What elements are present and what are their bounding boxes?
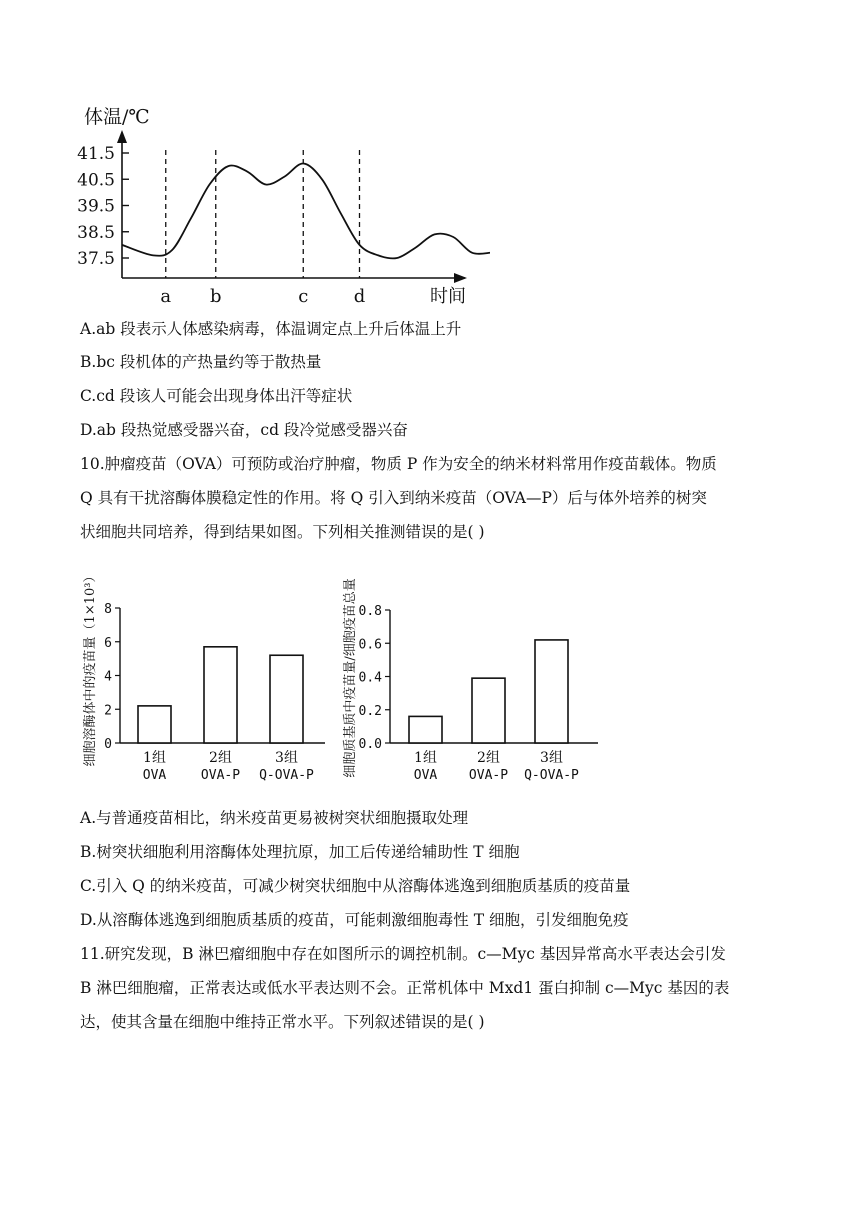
- q10-option-a: A.与普通疫苗相比，纳米疫苗更易被树突状细胞摄取处理: [80, 809, 469, 827]
- bar1-ytick-label: 4: [104, 669, 112, 685]
- bar2-ytick-label: 0.4: [358, 670, 382, 686]
- q9-option-b: B.bc 段机体的产热量约等于散热量: [80, 353, 322, 371]
- q9-option-d: D.ab 段热觉感受器兴奋，cd 段冷觉感受器兴奋: [80, 421, 408, 439]
- q10-stem-line-1: 10.肿瘤疫苗（OVA）可预防或治疗肿瘤，物质 P 作为安全的纳米材料常用作疫苗载体。物质: [80, 455, 717, 473]
- bar2-ytick-label: 0.8: [358, 604, 382, 619]
- bar2-category-group: 2组: [477, 750, 500, 766]
- temp-xlabel: 时间: [430, 286, 466, 307]
- bar1-ytick-label: 2: [104, 703, 112, 719]
- q10-option-b: B.树突状细胞利用溶酶体处理抗原，加工后传递给辅助性 T 细胞: [80, 843, 520, 861]
- bar2-category-name: Q-OVA-P: [524, 768, 579, 783]
- temp-y-arrow: [117, 130, 127, 143]
- bar2-bar-2: [472, 678, 505, 743]
- marker-label-a: a: [160, 286, 172, 307]
- temp-ytick-label: 40.5: [77, 170, 115, 191]
- bar2-ytick-label: 0.0: [358, 737, 382, 752]
- temp-ytick-label: 41.5: [77, 144, 115, 164]
- q11-stem-line-3: 达，使其含量在细胞中维持正常水平。下列叙述错误的是( ): [80, 1013, 485, 1031]
- temp-ytick-label: 39.5: [77, 196, 115, 217]
- cytosol-vaccine-ratio-bar-chart: [340, 550, 610, 790]
- bar2-category-group: 3组: [540, 750, 563, 766]
- marker-label-c: c: [298, 286, 309, 307]
- lysosome-vaccine-bar-chart: [80, 560, 340, 790]
- bar2-ylabel: 细胞质基质中疫苗量/细胞疫苗总量: [343, 578, 358, 778]
- temp-ytick-label: 38.5: [77, 222, 115, 243]
- marker-label-b: b: [209, 286, 222, 307]
- bar2-ytick-label: 0.6: [358, 637, 382, 653]
- q10-stem-line-3: 状细胞共同培养，得到结果如图。下列相关推测错误的是( ): [80, 523, 485, 541]
- bar1-category-name: OVA-P: [200, 768, 241, 783]
- bar1-category-group: 3组: [275, 750, 298, 766]
- bar1-category-name: OVA: [142, 768, 167, 783]
- temp-ytick-label: 37.5: [77, 249, 115, 269]
- bar1-ytick-label: 8: [104, 602, 112, 617]
- bar2-bar-1: [409, 716, 442, 743]
- bar2-ytick-label: 0.2: [358, 703, 382, 719]
- bar1-ytick-label: 0: [104, 737, 112, 752]
- q11-stem-line-1: 11.研究发现，B 淋巴瘤细胞中存在如图所示的调控机制。c—Myc 基因异常高水平表达会引发: [80, 945, 726, 963]
- q9-option-a: A.ab 段表示人体感染病毒，体温调定点上升后体温上升: [80, 320, 462, 338]
- temp-x-arrow: [454, 273, 467, 283]
- q10-option-c: C.引入 Q 的纳米疫苗，可减少树突状细胞中从溶酶体逃逸到细胞质基质的疫苗量: [80, 877, 631, 895]
- temperature-curve: [122, 163, 490, 258]
- marker-label-d: d: [353, 286, 366, 307]
- q11-stem-line-2: B 淋巴细胞瘤，正常表达或低水平表达则不会。正常机体中 Mxd1 蛋白抑制 c—Myc 基因的表: [80, 979, 730, 997]
- q10-option-d: D.从溶酶体逃逸到细胞质基质的疫苗，可能刺激细胞毒性 T 细胞，引发细胞免疫: [80, 911, 629, 929]
- bar1-ytick-label: 6: [104, 635, 112, 651]
- bar1-bar-3: [270, 655, 303, 743]
- bar2-bar-3: [535, 640, 568, 743]
- bar2-category-name: OVA: [413, 768, 438, 783]
- temperature-chart: [70, 95, 490, 310]
- bar2-category-group: 1组: [414, 750, 437, 766]
- bar2-category-name: OVA-P: [468, 768, 509, 783]
- bar1-bar-2: [204, 647, 237, 743]
- bar1-category-name: Q-OVA-P: [259, 768, 314, 783]
- q10-stem-line-2: Q 具有干扰溶酶体膜稳定性的作用。将 Q 引入到纳米疫苗（OVA—P）后与体外培养的树突: [80, 489, 707, 507]
- q9-option-c: C.cd 段该人可能会出现身体出汗等症状: [80, 387, 353, 405]
- bar1-category-group: 1组: [143, 750, 166, 766]
- temp-ylabel: 体温/℃: [84, 106, 150, 128]
- bar1-bar-1: [138, 706, 171, 743]
- bar1-category-group: 2组: [209, 750, 232, 766]
- bar1-ylabel: 细胞溶酶体中的疫苗量（1×10³）: [83, 569, 98, 767]
